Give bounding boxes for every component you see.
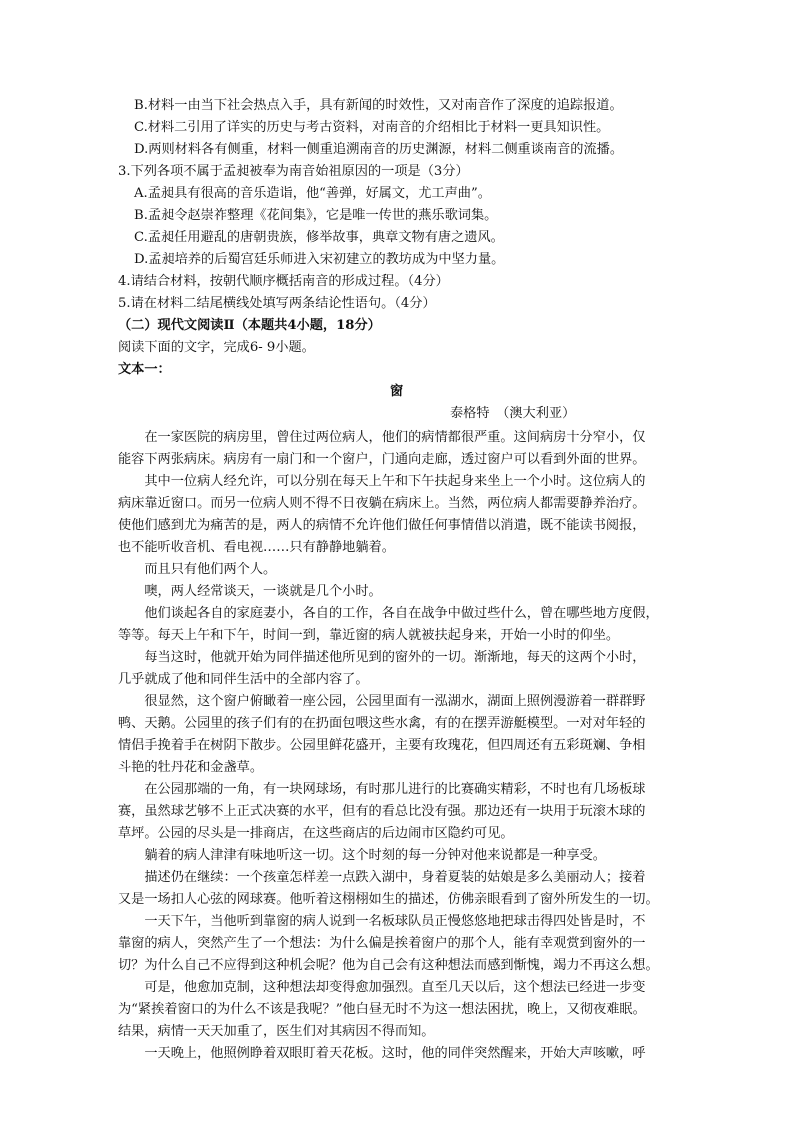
story-line: 一天晚上，他照例睁着双眼盯着天花板。这时，他的同伴突然醒来，开始大声咳嗽，呼 xyxy=(118,1046,646,1061)
story-line: 又是一场扣人心弦的网球赛。他听着这栩栩如生的描述，仿佛亲眼看到了窗外所发生的一切。 xyxy=(118,892,659,907)
story-line: 使他们感到尤为痛苦的是，两人的病情不允许他们做任何事情借以消遣，既不能读书阅报， xyxy=(118,518,646,533)
question-4: 4.请结合材料，按朝代顺序概括南音的形成过程。（4分） xyxy=(118,274,449,289)
story-line: 靠窗的病人，突然产生了一个想法：为什么偏是挨着窗户的那个人，能有幸观赏到窗外的一 xyxy=(118,936,646,951)
q2-option-c: C.材料二引用了详实的历史与考古资料，对南音的介绍相比于材料一更具知识性。 xyxy=(134,120,610,135)
story-line: 在一家医院的病房里，曾住过两位病人，他们的病情都很严重。这间病房十分窄小，仅 xyxy=(118,430,646,445)
story-line: 切？为什么自己不应得到这种机会呢？他为自己会有这种想法而感到惭愧，竭力不再这么想。 xyxy=(118,958,659,973)
story-line: 可是，他愈加克制，这种想法却变得愈加强烈。直至几天以后，这个想法已经进一步变 xyxy=(118,980,646,995)
story-line: 每当这时，他就开始为同伴描述他所见到的窗外的一切。渐渐地，每天的这两个小时， xyxy=(118,650,646,665)
story-line: 也不能听收音机、看电视……只有静静地躺着。 xyxy=(118,540,395,555)
q3-stem: 3.下列各项不属于孟昶被奉为南音始祖原因的一项是（3分） xyxy=(118,164,469,179)
story-line: 结果，病情一天天加重了，医生们对其病因不得而知。 xyxy=(118,1024,435,1039)
story-line: 其中一位病人经允许，可以分别在每天上午和下午扶起身来坐上一个小时。这位病人的 xyxy=(118,474,646,489)
story-line: 他们谈起各自的家庭妻小，各自的工作，各自在战争中做过些什么，曾在哪些地方度假， xyxy=(118,606,659,621)
story-line: 为“紧挨着窗口的为什么不该是我呢？”他白昼无时不为这一想法困扰，晚上，又彻夜难眠。 xyxy=(118,1002,646,1017)
story-line: 在公园那端的一角，有一块网球场，有时那儿进行的比赛确实精彩，不时也有几场板球 xyxy=(118,782,646,797)
q3-option-d: D.孟昶培养的后蜀宫廷乐师进入宋初建立的教坊成为中坚力量。 xyxy=(134,252,505,267)
q2-option-d: D.两则材料各有侧重，材料一侧重追溯南音的历史渊源，材料二侧重谈南音的流播。 xyxy=(134,142,624,157)
story-line: 病床靠近窗口。而另一位病人则不得不日夜躺在病床上。当然，两位病人都需要静养治疗。 xyxy=(118,496,646,511)
text-label: 文本一： xyxy=(118,362,171,377)
story-line: 斗艳的牡丹花和金盏草。 xyxy=(118,760,264,775)
section-instruction: 阅读下面的文字，完成6- 9小题。 xyxy=(118,340,315,355)
story-line: 等等。每天上午和下午，时间一到，靠近窗的病人就被扶起身来，开始一小时的仰坐。 xyxy=(118,628,620,643)
story-line: 很显然，这个窗户俯瞰着一座公园，公园里面有一泓湖水，湖面上照例漫游着一群群野 xyxy=(118,694,646,709)
story-line: 几乎就成了他和同伴生活中的全部内容了。 xyxy=(118,672,369,687)
story-line: 噢，两人经常谈天，一谈就是几个小时。 xyxy=(118,584,382,599)
q2-option-b: B.材料一由当下社会热点入手，具有新闻的时效性，又对南音作了深度的追踪报道。 xyxy=(134,98,623,113)
story-line: 草坪。公园的尽头是一排商店，在这些商店的后边闹市区隐约可见。 xyxy=(118,826,514,841)
q3-option-a: A.孟昶具有很高的音乐造诣，他“善弹，好属文，尤工声曲”。 xyxy=(134,186,491,201)
story-title: 窗 xyxy=(390,384,404,399)
section-heading: （二）现代文阅读Ⅱ（本题共4小题，18分） xyxy=(118,318,381,333)
question-5: 5.请在材料二结尾横线处填写两条结论性语句。（4分） xyxy=(118,296,436,311)
story-line: 躺着的病人津津有味地听这一切。这个时刻的每一分钟对他来说都是一种享受。 xyxy=(118,848,606,863)
story-line: 赛，虽然球艺够不上正式决赛的水平，但有的看总比没有强。那边还有一块用于玩滚木球的 xyxy=(118,804,646,819)
story-line: 而且只有他们两个人。 xyxy=(118,562,277,577)
q3-option-b: B.孟昶令赵崇祚整理《花间集》，它是唯一传世的燕乐歌词集。 xyxy=(134,208,498,223)
story-line: 鸭、天鹅。公园里的孩子们有的在扔面包喂这些水禽，有的在摆弄游艇模型。一对对年轻的 xyxy=(118,716,646,731)
story-line: 一天下午，当他听到靠窗的病人说到一名板球队员正慢悠悠地把球击得四处皆是时，不 xyxy=(118,914,646,929)
story-line: 能容下两张病床。病房有一扇门和一个窗户，门通向走廊，透过窗户可以看到外面的世界。 xyxy=(118,452,646,467)
story-line: 情侣手挽着手在树阴下散步。公园里鲜花盛开，主要有玫瑰花，但四周还有五彩斑斓、争相 xyxy=(118,738,646,753)
story-line: 描述仍在继续：一个孩童怎样差一点跌入湖中，身着夏装的姑娘是多么美丽动人；接着 xyxy=(118,870,646,885)
q3-option-c: C.孟昶任用避乱的唐朝贵族，修举故事，典章文物有唐之遗风。 xyxy=(134,230,504,245)
story-author: 泰格特 （澳大利亚） xyxy=(450,406,576,421)
